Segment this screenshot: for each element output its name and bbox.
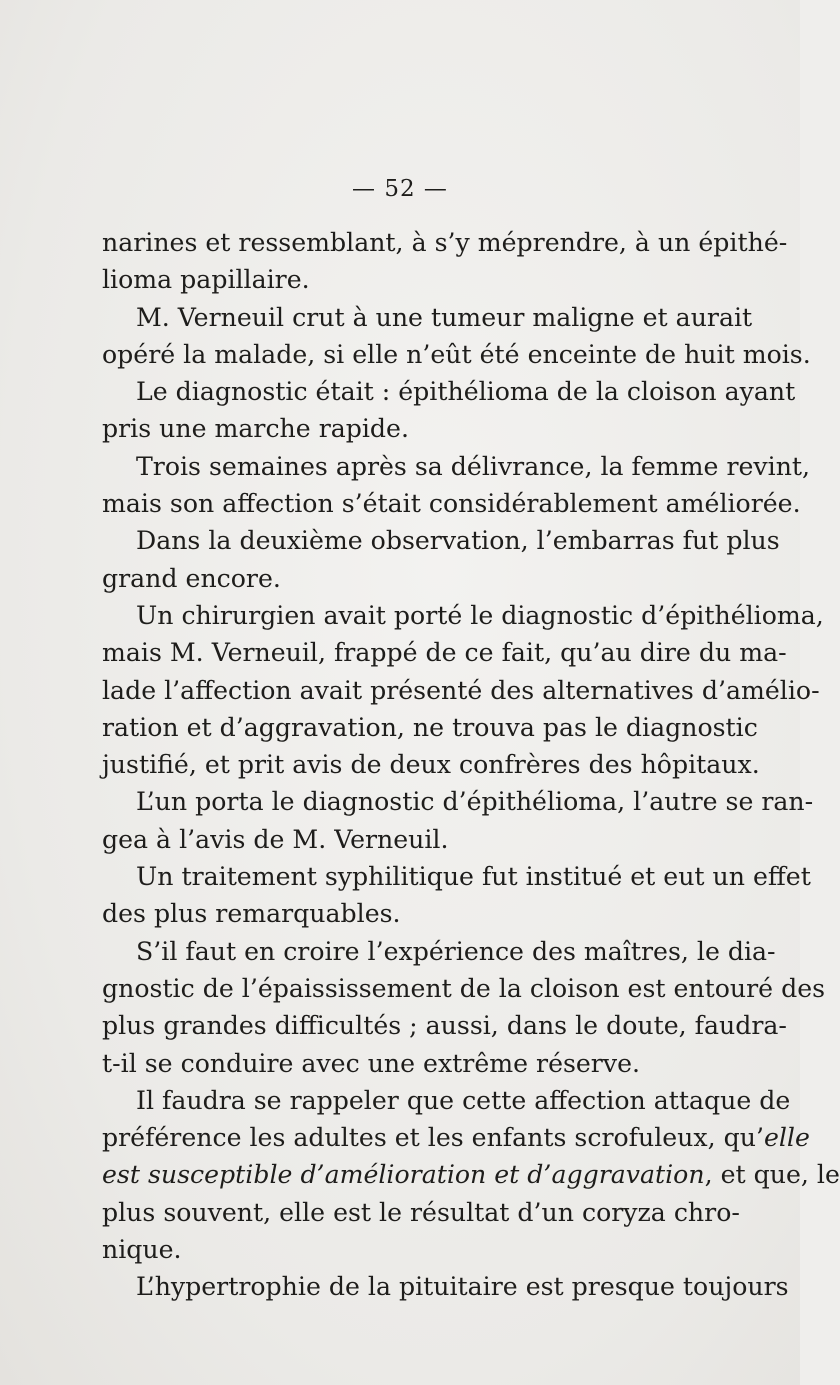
text-line: Il faudra se rappeler que cette affection attaque de — [136, 1085, 791, 1115]
text-line: L’hypertrophie de la pituitaire est presque toujours — [136, 1272, 789, 1302]
text-line: nique. — [102, 1235, 182, 1265]
text-line: S’il faut en croire l’expérience des maîtres, le dia- — [136, 936, 776, 966]
body-text — [102, 224, 840, 1306]
text-line: Le diagnostic était : épithélioma de la cloison ayant — [136, 377, 796, 407]
text-line: des plus remarquables. — [102, 899, 401, 929]
text-line: plus souvent, elle est le résultat d’un coryza chro- — [102, 1197, 740, 1227]
text-line: mais M. Verneuil, frappé de ce fait, qu’au dire du ma- — [102, 638, 787, 668]
text-line: grand encore. — [102, 563, 281, 593]
text-line: Un chirurgien avait porté le diagnostic d’épithélioma, — [136, 600, 824, 630]
page-number: — 52 — — [352, 176, 448, 202]
text-line: M. Verneuil crut à une tumeur maligne et aurait — [136, 302, 753, 332]
text-line: opéré la malade, si elle n’eût été enceinte de huit mois. — [102, 339, 811, 369]
italic-run: elle — [763, 1123, 810, 1153]
text-line: Trois semaines après sa délivrance, la femme revint, — [136, 451, 811, 481]
text-line: ration et d’aggravation, ne trouva pas le diagnostic — [102, 712, 758, 742]
text-line: narines et ressemblant, à s’y méprendre, à un épithé- — [102, 228, 788, 257]
text-line: gea à l’avis de M. Verneuil. — [102, 824, 449, 854]
text-line: justifié, et prit avis de deux confrères des hôpitaux. — [102, 750, 760, 780]
text-run: préférence les adultes et les enfants scrofuleux, qu’ — [102, 1123, 764, 1153]
text-line: gnostic de l’épaississement de la cloison est entouré des — [102, 973, 826, 1003]
text-line — [102, 1119, 810, 1156]
text-line: pris une marche rapide. — [102, 414, 409, 444]
text-line: plus grandes difficultés ; aussi, dans le doute, faudra- — [102, 1011, 787, 1041]
text-line: Dans la deuxième observation, l’embarras fut plus — [136, 526, 780, 556]
text-line: lade l’affection avait présenté des alternatives d’amélio- — [102, 675, 820, 705]
text-line: mais son affection s’était considérablement améliorée. — [102, 489, 801, 519]
text-line: Un traitement syphilitique fut institué et eut un effet — [136, 862, 811, 892]
text-run: , et que, le — [704, 1160, 840, 1190]
text-line: lioma papillaire. — [102, 265, 310, 295]
text-line: t-il se conduire avec une extrême réserve. — [102, 1048, 640, 1078]
text-line — [102, 1156, 840, 1193]
italic-run: est susceptible d’amélioration et d’aggravation — [102, 1160, 705, 1190]
text-line: L’un porta le diagnostic d’épithélioma, l’autre se ran- — [136, 787, 814, 817]
